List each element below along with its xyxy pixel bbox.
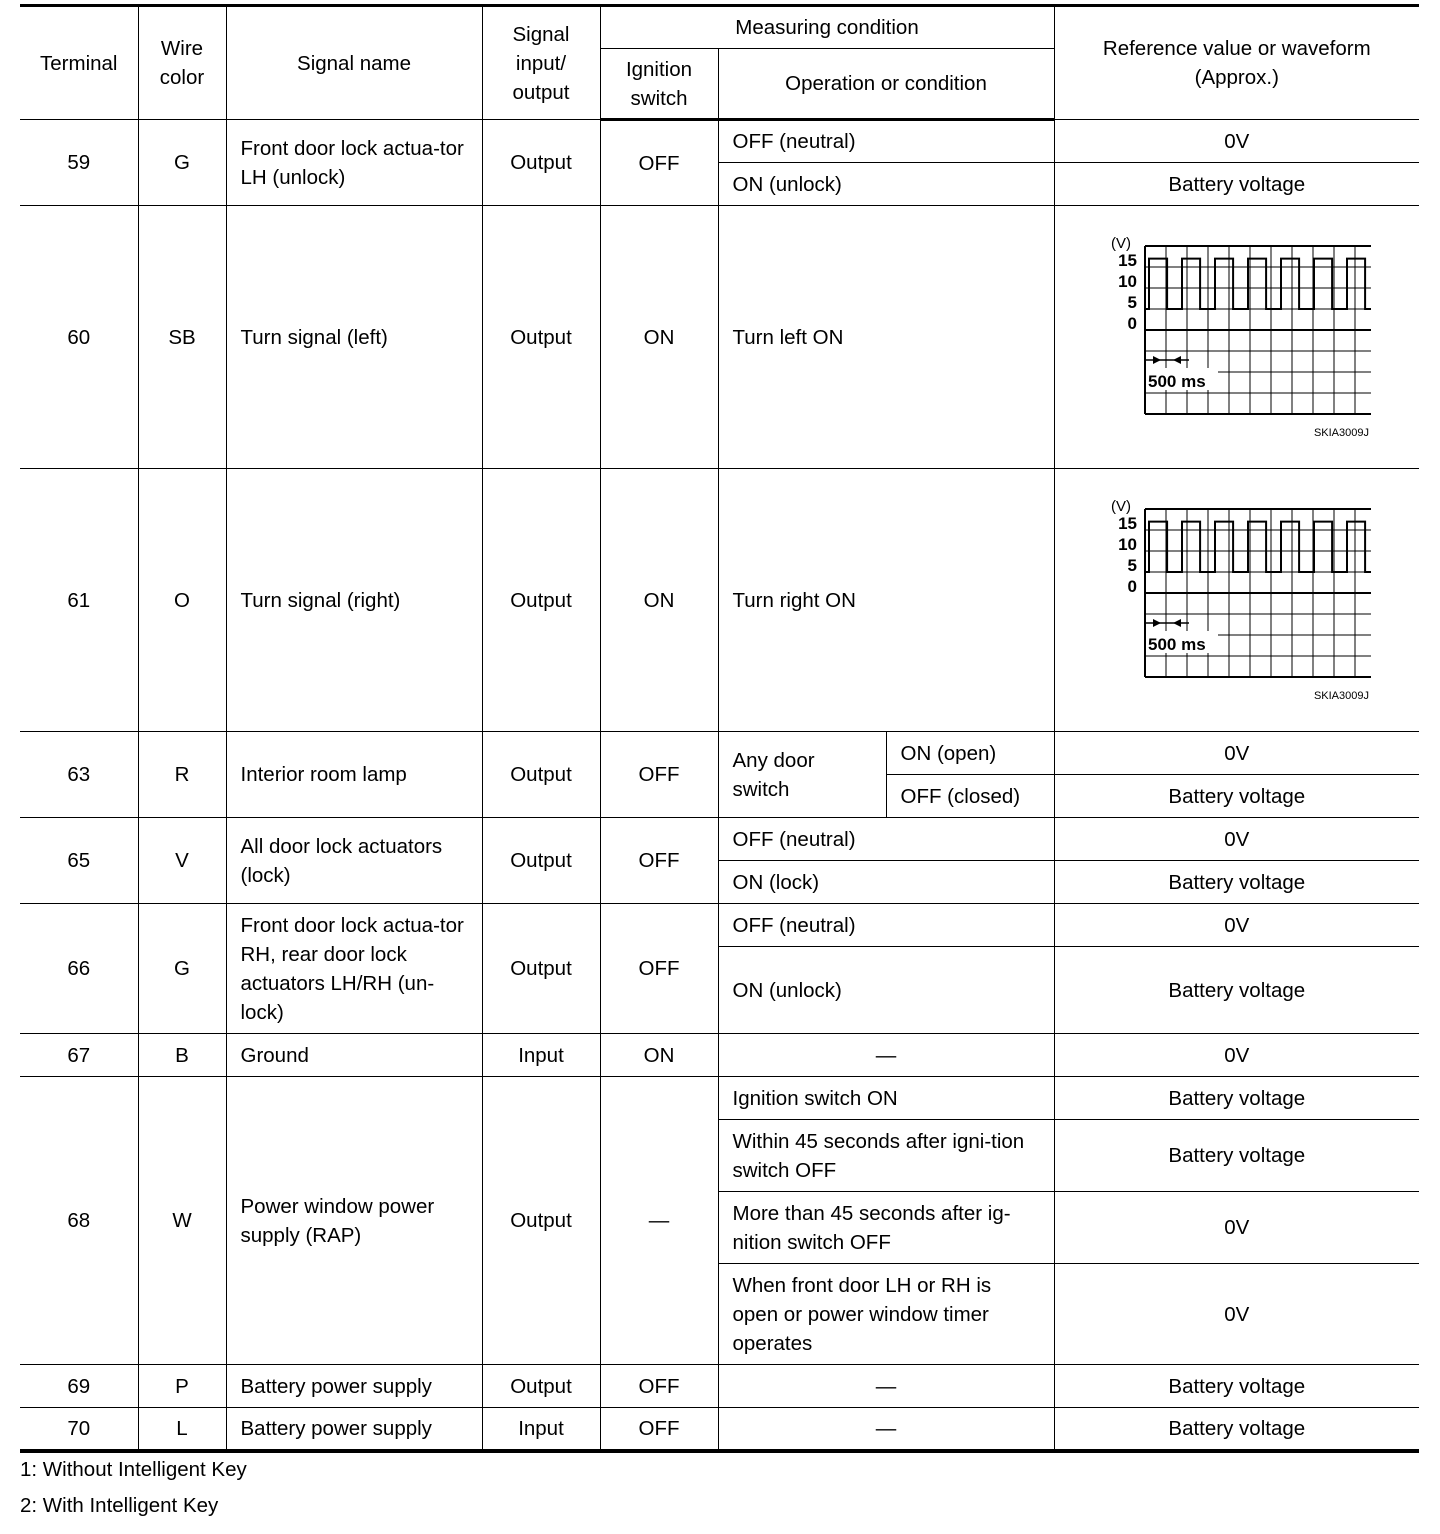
reference-cell: 0V [1054, 732, 1419, 775]
waveform-trace [1145, 522, 1371, 572]
signal-name-cell: Battery power supply [226, 1408, 482, 1451]
signal-name-cell: All door lock actuators (lock) [226, 818, 482, 904]
reference-cell: Battery voltage [1054, 861, 1419, 904]
waveform-unit-label: (V) [1110, 498, 1131, 515]
signal-name-cell: Front door lock actua-tor LH (unlock) [226, 120, 482, 206]
signal-io-cell: Output [482, 732, 600, 818]
terminal-cell: 70 [20, 1408, 138, 1451]
terminal-cell: 63 [20, 732, 138, 818]
wire-color-cell: V [138, 818, 226, 904]
header-measuring-condition: Measuring condition [600, 6, 1054, 49]
terminal-cell: 59 [20, 120, 138, 206]
signal-io-cell: Output [482, 818, 600, 904]
reference-cell: 0V [1054, 818, 1419, 861]
reference-cell [1054, 206, 1419, 469]
condition-cell: OFF (neutral) [718, 120, 1054, 163]
signal-io-cell: Output [482, 1077, 600, 1365]
footnote-1: 1: Without Intelligent Key [20, 1458, 247, 1481]
waveform-tick-label: 10 [1117, 272, 1137, 291]
footnote-2: 2: With Intelligent Key [20, 1494, 219, 1517]
condition-cell: ON (open) [886, 732, 1054, 775]
terminal-cell: 61 [20, 469, 138, 732]
condition-cell: When front door LH or RH is open or power window timer operates [718, 1264, 1054, 1365]
ignition-cell: OFF [600, 732, 718, 818]
table-row [20, 1408, 1419, 1451]
table-row [20, 904, 1419, 947]
table-row [20, 206, 1419, 469]
reference-cell: 0V [1054, 120, 1419, 163]
signal-name-cell: Turn signal (left) [226, 206, 482, 469]
terminal-cell: 69 [20, 1365, 138, 1408]
terminal-cell: 68 [20, 1077, 138, 1365]
ignition-cell: ON [600, 1034, 718, 1077]
wire-color-cell: L [138, 1408, 226, 1451]
condition-cell: — [718, 1408, 1054, 1451]
terminal-cell: 66 [20, 904, 138, 1034]
reference-cell: 0V [1054, 904, 1419, 947]
terminal-cell: 67 [20, 1034, 138, 1077]
ignition-cell: ON [600, 206, 718, 469]
wire-color-cell: W [138, 1077, 226, 1365]
reference-cell: 0V [1054, 1034, 1419, 1077]
reference-cell: Battery voltage [1054, 775, 1419, 818]
reference-cell: Battery voltage [1054, 1120, 1419, 1192]
terminal-cell: 65 [20, 818, 138, 904]
waveform-tick-label: 15 [1117, 514, 1137, 533]
waveform-chart-right [1101, 495, 1371, 705]
condition-cell: — [718, 1034, 1054, 1077]
terminal-cell: 60 [20, 206, 138, 469]
waveform-tick-label: 15 [1117, 251, 1137, 270]
waveform-tick-label: 10 [1117, 535, 1137, 554]
ignition-cell: OFF [600, 120, 718, 206]
ignition-cell: OFF [600, 1408, 718, 1451]
header-reference: Reference value or waveform (Approx.) [1054, 6, 1419, 120]
reference-cell: Battery voltage [1054, 1408, 1419, 1451]
header-wire-color: Wire color [138, 6, 226, 120]
wire-color-cell: R [138, 732, 226, 818]
header-ignition-switch: Ignition switch [600, 49, 718, 120]
header-signal-name: Signal name [226, 6, 482, 120]
wire-color-cell: G [138, 904, 226, 1034]
table-row [20, 469, 1419, 732]
condition-group-cell: Any door switch [718, 732, 886, 818]
condition-cell: Turn right ON [718, 469, 1054, 732]
table-row [20, 1077, 1419, 1120]
figure-code: SKIA3009J [1313, 427, 1369, 439]
signal-io-cell: Output [482, 904, 600, 1034]
signal-name-cell: Power window power supply (RAP) [226, 1077, 482, 1365]
signal-io-cell: Input [482, 1034, 600, 1077]
wire-color-cell: SB [138, 206, 226, 469]
terminal-reference-table [20, 4, 1419, 1453]
condition-cell: Turn left ON [718, 206, 1054, 469]
signal-name-cell: Front door lock actua-tor RH, rear door lock actuators LH/RH (un-lock) [226, 904, 482, 1034]
signal-name-cell: Interior room lamp [226, 732, 482, 818]
signal-io-cell: Output [482, 469, 600, 732]
reference-cell: 0V [1054, 1192, 1419, 1264]
waveform-tick-label: 0 [1127, 314, 1137, 333]
condition-cell: ON (unlock) [718, 163, 1054, 206]
table-row [20, 818, 1419, 861]
reference-cell: Battery voltage [1054, 1077, 1419, 1120]
reference-cell [1054, 469, 1419, 732]
ignition-cell: — [600, 1077, 718, 1365]
header-signal-io: Signal input/ output [482, 6, 600, 120]
ignition-cell: OFF [600, 818, 718, 904]
wire-color-cell: O [138, 469, 226, 732]
waveform-tick-label: 5 [1127, 556, 1137, 575]
signal-name-cell: Turn signal (right) [226, 469, 482, 732]
signal-name-cell: Ground [226, 1034, 482, 1077]
table-row [20, 732, 1419, 775]
figure-code: SKIA3009J [1313, 690, 1369, 702]
waveform-tick-label: 0 [1127, 577, 1137, 596]
condition-cell: Within 45 seconds after igni-tion switch OFF [718, 1120, 1054, 1192]
waveform-unit-label: (V) [1110, 235, 1131, 252]
reference-cell: Battery voltage [1054, 947, 1419, 1034]
header-operation: Operation or condition [718, 49, 1054, 120]
wire-color-cell: P [138, 1365, 226, 1408]
signal-io-cell: Output [482, 120, 600, 206]
condition-cell: — [718, 1365, 1054, 1408]
ignition-cell: ON [600, 469, 718, 732]
reference-cell: Battery voltage [1054, 163, 1419, 206]
table-row [20, 1365, 1419, 1408]
signal-name-cell: Battery power supply [226, 1365, 482, 1408]
waveform-trace [1145, 259, 1371, 309]
ignition-cell: OFF [600, 904, 718, 1034]
waveform-time-label: 500 ms [1147, 372, 1206, 391]
signal-io-cell: Output [482, 1365, 600, 1408]
condition-cell: ON (unlock) [718, 947, 1054, 1034]
condition-cell: OFF (neutral) [718, 904, 1054, 947]
condition-cell: ON (lock) [718, 861, 1054, 904]
ignition-cell: OFF [600, 1365, 718, 1408]
reference-cell: 0V [1054, 1264, 1419, 1365]
condition-cell: Ignition switch ON [718, 1077, 1054, 1120]
waveform-time-label: 500 ms [1147, 635, 1206, 654]
wire-color-cell: B [138, 1034, 226, 1077]
condition-cell: More than 45 seconds after ig-nition switch OFF [718, 1192, 1054, 1264]
time-span-arrow [1145, 619, 1189, 627]
header-terminal: Terminal [20, 6, 138, 120]
condition-cell: OFF (closed) [886, 775, 1054, 818]
reference-cell: Battery voltage [1054, 1365, 1419, 1408]
table-row [20, 1034, 1419, 1077]
signal-io-cell: Output [482, 206, 600, 469]
waveform-tick-label: 5 [1127, 293, 1137, 312]
time-span-arrow [1145, 356, 1189, 364]
table-row [20, 120, 1419, 163]
wire-color-cell: G [138, 120, 226, 206]
waveform-chart-left [1101, 232, 1371, 442]
condition-cell: OFF (neutral) [718, 818, 1054, 861]
signal-io-cell: Input [482, 1408, 600, 1451]
